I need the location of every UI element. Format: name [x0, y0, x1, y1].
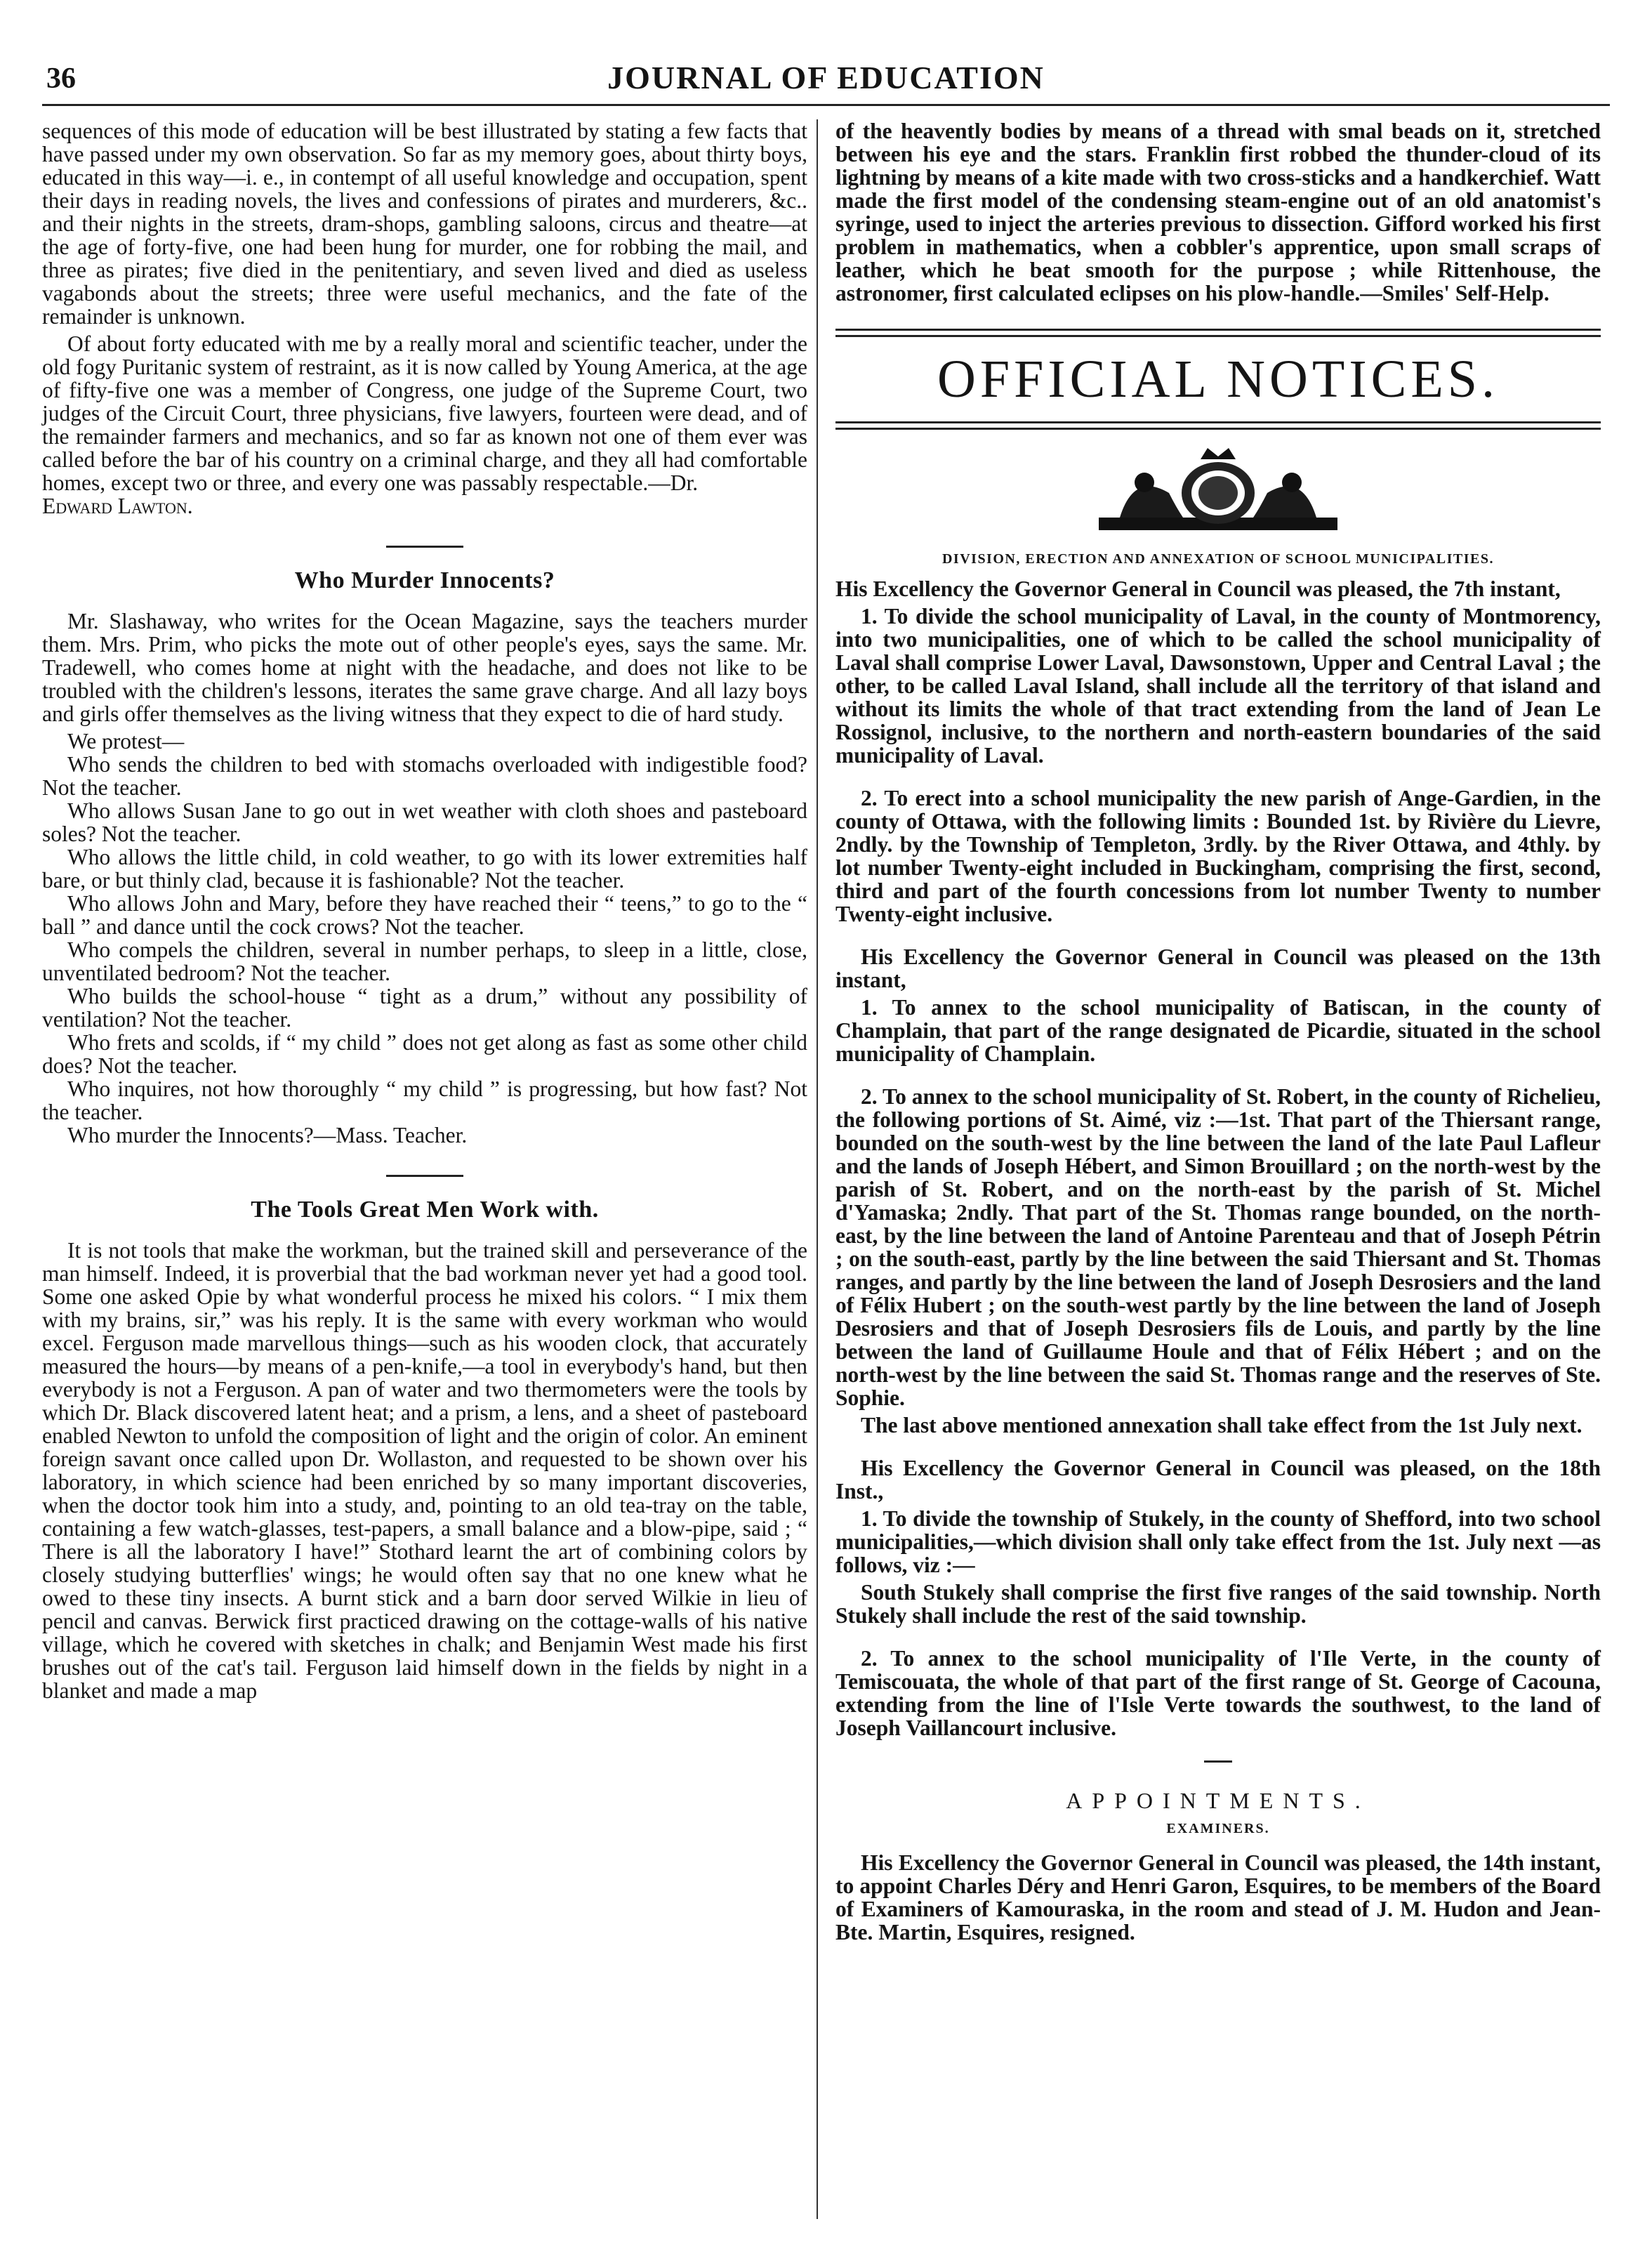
examiners-heading: EXAMINERS.: [1166, 1821, 1270, 1836]
litany-line: Who allows the little child, in cold weather, to go with its lower extremities half bare, or but thinly clad, because it is fashionable? Not the teacher.: [42, 845, 807, 893]
murder-opening: Mr. Slashaway, who writes for the Ocean Magazine, says the teachers murder them. Mrs. Prim, who picks the mote out of other people's eyes, says the same. Mr. Tradewell, who comes home at night with the headache, and does not like to be troubled with the children's lessons, iterates the same grave charge. And all lazy boys and girls offer themselves as the living witness that they expect to die of hard study.: [42, 609, 807, 726]
page-header: [0, 0, 1652, 105]
notice-paragraph: 1. To divide the school municipality of Laval, in the county of Montmorency, into two municipalities, one of which to be called the school municipality of Laval shall comprise Lower Laval, Dawsonstown, Upper and Central Laval ; the other, to be called Laval Island, shall include all the territory of that island and without its limits the whole of that tract extending from the land of Jean Le Rossignol, inclusive, to the northern and north-eastern boundaries of the said municipality of Laval.: [835, 604, 1601, 768]
official-notices-title: OFFICIAL NOTICES.: [937, 350, 1500, 409]
left-column: [42, 119, 807, 1706]
appointment-paragraph: His Excellency the Governor General in Council was pleased, the 14th instant, to appoint Charles Déry and Henri Garon, Esquires, to be members of the Board of Examiners of Kamouraska, in the room and stead of J. M. Hudon and Jean-Bte. Martin, Esquires, resigned.: [835, 1850, 1601, 1944]
murder-litany: [42, 730, 807, 1147]
header-rule: [42, 104, 1610, 106]
notice-paragraph: His Excellency the Governor General in Council was pleased, the 7th instant,: [835, 577, 1561, 601]
page-number: 36: [46, 62, 76, 95]
section-title-murder: Who Murder Innocents?: [294, 567, 555, 593]
appointments-heading: APPOINTMENTS.: [1066, 1788, 1370, 1813]
right-column: [835, 119, 1601, 1948]
notice-paragraph: 1. To annex to the school municipality of Batiscan, in the county of Champlain, that part of the range designated de Picardie, situated in the school municipality of Champlain.: [835, 995, 1601, 1066]
royal-crest-icon: [835, 444, 1601, 539]
appointments-rule: [1204, 1760, 1232, 1763]
litany-line: Who compels the children, several in number perhaps, to sleep in a little, close, unventilated bedroom? Not the teacher.: [42, 937, 807, 985]
official-rule-bottom: [835, 421, 1601, 430]
royal-crest-icon: [1092, 444, 1344, 535]
section-title-tools: The Tools Great Men Work with.: [251, 1197, 599, 1223]
intro-paragraph: sequences of this mode of education will be best illustrated by stating a few facts that have passed under my own observation. So far as my memory goes, about thirty boys, educated in this way—i. e., in contempt of all useful knowledge and occupation, spent their days in reading novels, the lives and confessions of pirates and murderers, &c.. and their nights in the streets, dram-shops, gambling saloons, circus and theatre—at the age of forty-five, one had been hung for murder, one for robbing the mail, and three as pirates; five died in the penitentiary, and seven lived and died as useless vagabonds about the streets; three were useful mechanics, and the fate of the remainder is unknown.: [42, 119, 807, 329]
litany-line: Who frets and scolds, if “ my child ” does not get along as fast as some other child does? Not the teacher.: [42, 1030, 807, 1078]
notice-paragraph: 2. To erect into a school municipality the new parish of Ange-Gardien, in the county of Ottawa, with the following limits : Bounded 1st. by Rivière du Lievre, 2ndly. by the Township of Templeton, 3rdly. by the River Ottawa, and 4thly. by lot number Twenty-eight included in Buckingham, comprising the first, second, third and part of the fourth concessions from lot number Twenty to number Twenty-eight inclusive.: [835, 786, 1601, 926]
division-heading: DIVISION, ERECTION AND ANNEXATION OF SCHOOL MUNICIPALITIES.: [941, 551, 1495, 567]
notice-paragraph: 2. To annex to the school municipality of l'Ile Verte, in the county of Temiscouata, the whole of that part of the first range of St. George of Cacouna, extending from the line of l'Isle Verte towards the southwest, to the land of Joseph Vaillancourt inclusive.: [835, 1646, 1601, 1740]
intro-byline: Edward Lawton.: [42, 494, 193, 518]
tools-continued: of the heavently bodies by means of a thread with smal beads on it, stretched between his eye and the stars. Franklin first robbed the thunder-cloud of its lightning by means of a kite made with two cross-sticks and a handkerchief. Watt made the first model of the condensing steam-engine out of an old anatomist's syringe, used to inject the arteries previous to dissection. Gifford worked his first problem in mathematics, when a cobbler's apprentice, upon small scraps of leather, which he beat smooth for the purpose ; while Rittenhouse, the astronomer, first calculated eclipses on his plow-handle.—Smiles' Self-Help.: [835, 119, 1601, 305]
notice-paragraph: The last above mentioned annexation shall take effect from the 1st July next.: [861, 1413, 1582, 1437]
official-rule-top: [835, 329, 1601, 337]
notice-paragraph: His Excellency the Governor General in Council was pleased, on the 18th Inst.,: [835, 1456, 1601, 1503]
litany-line: We protest—: [67, 729, 185, 753]
litany-line: Who murder the Innocents?—Mass. Teacher.: [67, 1123, 468, 1147]
notice-paragraph: South Stukely shall comprise the first five ranges of the said township. North Stukely shall include the rest of the said township.: [835, 1580, 1601, 1628]
tools-body: It is not tools that make the workman, but the trained skill and perseverance of the man himself. Indeed, it is proverbial that the bad workman never yet had a good tool. Some one asked Opie by what wonderful process he mixed his colors. “ I mix them with my brains, sir,” was his reply. It is the same with every workman who would excel. Ferguson made marvellous things—such as his wooden clock, that accurately measured the hours—by means of a pen-knife,—a tool in everybody's hand, but then everybody is not a Ferguson. A pan of water and two thermometers were the tools by which Dr. Black discovered latent heat; and a prism, a lens, and a sheet of pasteboard enabled Newton to unfold the composition of light and the origin of color. An eminent foreign savant once called upon Dr. Wollaston, and requested to be shown over his laboratory, in which science had been enriched by so many important discoveries, when the doctor took him into a study, and, pointing to an old tea-tray on the table, containing a few watch-glasses, test-papers, a small balance and a blow-pipe, said ; “ There is all the laboratory I have!” Stothard learnt the art of combining colors by closely studying butterflies' wings; he would often say that no one knew what he owed to these tiny insects. A burnt stick and a barn door served Wilkie in lieu of pencil and canvas. Berwick first practiced drawing on the cottage-walls of his native village, which he covered with sketches in chalk; and Benjamin West made his first brushes out of the cat's tail. Ferguson laid himself down in the fields by night in a blanket and made a map: [42, 1238, 807, 1703]
notice-paragraph: His Excellency the Governor General in Council was pleased on the 13th instant,: [835, 944, 1601, 992]
litany-line: Who sends the children to bed with stomachs overloaded with indigestible food? Not the teacher.: [42, 752, 807, 800]
notice-paragraph: 1. To divide the township of Stukely, in the county of Shefford, into two school municipalities,—which division shall only take effect from the 1st. July next —as follows, viz :—: [835, 1506, 1601, 1577]
intro-paragraph: Of about forty educated with me by a really moral and scientific teacher, under the old fogy Puritanic system of restraint, as it is now called by Young America, at the age of fifty-five one was a member of Congress, one judge of the Supreme Court, two judges of the Circuit Court, three physicians, five lawyers, fourteen were dead, and of the remainder farmers and mechanics, and so far as known not one of them ever was called before the bar of his country on a criminal charge, and they all had comfortable homes, except two or three, and every one was passably respectable.—Dr.: [42, 331, 807, 495]
litany-line: Who allows John and Mary, before they have reached their “ teens,” to go to the “ ball ” and dance until the cock crows? Not the teacher.: [42, 891, 807, 939]
litany-line: Who allows Susan Jane to go out in wet weather with cloth shoes and pasteboard soles? Not the teacher.: [42, 798, 807, 846]
section-rule: [386, 1175, 463, 1177]
section-rule: [386, 546, 463, 548]
column-divider: [817, 119, 818, 2219]
running-head: JOURNAL OF EDUCATION: [607, 60, 1045, 96]
litany-line: Who inquires, not how thoroughly “ my child ” is progressing, but how fast? Not the teacher.: [42, 1077, 807, 1124]
litany-line: Who builds the school-house “ tight as a drum,” without any possibility of ventilation? Not the teacher.: [42, 984, 807, 1032]
notice-paragraph: 2. To annex to the school municipality of St. Robert, in the county of Richelieu, the following portions of St. Aimé, viz :—1st. That part of the Thiersant range, bounded on the south-west by the line between the land of the late Paul Lafleur and the lands of Joseph Hébert, and Simon Brouillard ; on the north-west by the parish of St. Robert, and on the north-east by the parish of St. Michel d'Yamaska; 2ndly. That part of the St. Thomas range bounded, on the north-east, by the line between the land of Antoine Parenteau and that of Joseph Pétrin ; on the south-east, partly by the line between the said Thiersant and St. Thomas ranges, and partly by the line between the land of Joseph Desrosiers and the land of Félix Hubert ; on the south-west partly by the line between the land of Joseph Desrosiers and that of Joseph Desrosiers fils de Louis, and partly by the line between the land of Guillaume Houle and that of Félix Hébert ; and on the north-west by the line between the said St. Thomas range and the reserves of Ste. Sophie.: [835, 1084, 1601, 1410]
